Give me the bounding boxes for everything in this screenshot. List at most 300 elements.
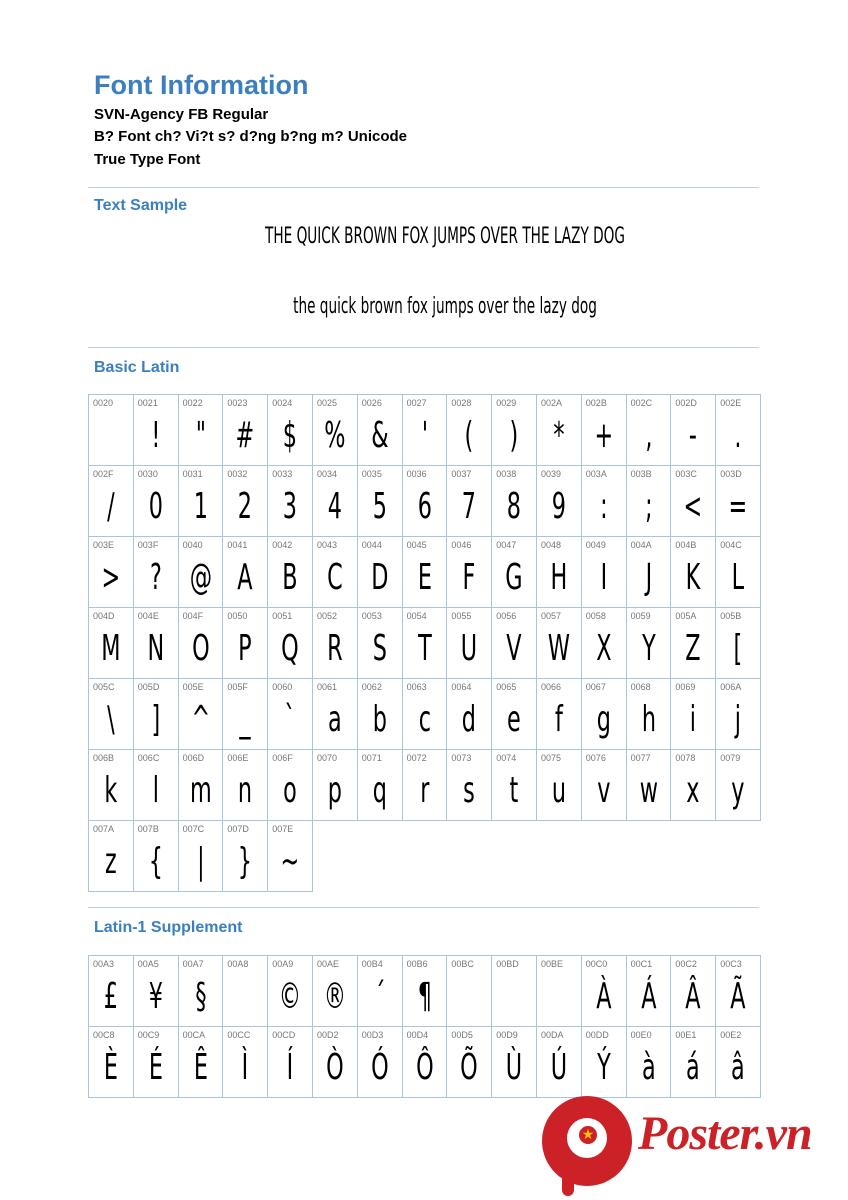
glyph-cell [133,955,179,1027]
codepoint-label: 0061 [317,682,338,692]
codepoint-label: 005D [137,682,160,692]
glyph: _ [239,699,251,740]
glyph: P [238,628,253,669]
glyph-cell [88,394,134,466]
codepoint-label: 0062 [361,682,382,692]
glyph-cell [133,1026,179,1098]
codepoint-label: 0064 [451,682,472,692]
glyph: Ó [370,1047,389,1088]
codepoint-label: 0053 [361,611,382,621]
codepoint-label: 00A7 [182,959,204,969]
codepoint-label: 005A [675,611,697,621]
glyph: . [734,415,742,456]
codepoint-label: 0037 [451,469,472,479]
glyph: M [101,628,121,669]
codepoint-label: 0052 [317,611,338,621]
glyph: B [282,557,298,598]
glyph-cell [357,607,403,679]
glyph-cell [267,678,313,750]
codepoint-label: 00D9 [496,1030,518,1040]
glyph: l [152,770,159,811]
glyph-cell [88,465,134,537]
glyph: Ò [326,1047,344,1088]
glyph: 1 [193,486,208,527]
glyph-cell [133,678,179,750]
glyph: Õ [460,1047,479,1088]
glyph: k [104,770,118,811]
poster-vn-logo [542,1092,842,1197]
codepoint-label: 004C [720,540,742,550]
glyph: E [417,557,432,598]
glyph-cell [715,749,761,821]
glyph-cell [178,1026,224,1098]
glyph: U [461,628,478,669]
glyph: V [506,628,522,669]
glyph-cell [357,465,403,537]
glyph-cell [581,536,627,608]
codepoint-label: 0040 [182,540,203,550]
codepoint-label: 00D3 [361,1030,384,1040]
glyph-cell [88,678,134,750]
codepoint-label: 005F [227,682,248,692]
glyph-cell [581,394,627,466]
glyph: Z [685,628,701,669]
glyph: 3 [282,486,298,527]
codepoint-label: 004B [675,540,697,550]
codepoint-label: 0041 [227,540,248,550]
glyph: q [372,770,387,811]
glyph: ® [323,976,347,1017]
glyph: # [235,415,255,456]
glyph-cell [715,394,761,466]
codepoint-label: 0034 [317,469,338,479]
glyph: Ê [193,1047,208,1088]
codepoint-label: 00D4 [406,1030,429,1040]
glyph: Ù [505,1047,523,1088]
glyph-cell [133,394,179,466]
codepoint-label: 00E0 [630,1030,652,1040]
logo-text: Poster.vn [638,1107,812,1160]
glyph: á [686,1047,701,1088]
glyph: o [283,770,297,811]
star-icon: ★ [581,1127,595,1143]
codepoint-label: 00E2 [720,1030,742,1040]
codepoint-label: 0022 [182,398,203,408]
glyph-cell [357,536,403,608]
divider [88,347,759,348]
glyph: Í [286,1047,294,1088]
glyph-cell [88,820,134,892]
codepoint-label: 007E [272,824,294,834]
codepoint-label: 0025 [317,398,338,408]
glyph: t [509,770,519,811]
glyph-cell [536,749,582,821]
glyph: - [689,415,698,456]
glyph: ` [284,699,296,740]
glyph: £ [103,976,118,1017]
codepoint-label: 0051 [272,611,293,621]
glyph-cell [402,749,448,821]
glyph-cell [670,394,716,466]
glyph-cell [312,678,358,750]
glyph-cell [626,678,672,750]
codepoint-label: 0063 [406,682,427,692]
glyph-cell [357,394,403,466]
codepoint-label: 0056 [496,611,517,621]
codepoint-label: 006F [272,753,293,763]
glyph: ) [509,415,519,456]
glyph-cell [267,820,313,892]
codepoint-label: 00CC [227,1030,251,1040]
codepoint-label: 0038 [496,469,517,479]
codepoint-label: 002F [93,469,114,479]
glyph-cell [670,955,716,1027]
glyph-cell [670,1026,716,1098]
codepoint-label: 002A [541,398,563,408]
glyph-cell [581,1026,627,1098]
codepoint-label: 00DA [541,1030,564,1040]
glyph-cell [312,607,358,679]
glyph-cell [222,678,268,750]
codepoint-label: 007A [93,824,115,834]
glyph: Q [281,628,299,669]
glyph-cell [581,955,627,1027]
codepoint-label: 00A3 [93,959,115,969]
sample-lowercase: the quick brown fox jumps over the lazy dog [293,294,597,319]
glyph: à [641,1047,656,1088]
codepoint-label: 0075 [541,753,562,763]
glyph-cell [670,536,716,608]
glyph-cell [267,607,313,679]
glyph-cell [402,607,448,679]
codepoint-label: 003B [630,469,652,479]
glyph-cell [267,955,313,1027]
glyph-cell [357,678,403,750]
glyph: É [148,1047,163,1088]
glyph-cell [581,678,627,750]
glyph-cell [402,955,448,1027]
codepoint-label: 00A5 [137,959,159,969]
glyph-cell [670,607,716,679]
glyph: d [462,699,477,740]
codepoint-label: 00C1 [630,959,653,969]
glyph-cell [133,820,179,892]
codepoint-label: 0030 [137,469,158,479]
glyph: Ì [241,1047,249,1088]
glyph: ; [644,486,653,527]
glyph-cell [267,749,313,821]
glyph-cell [312,1026,358,1098]
glyph: y [731,770,745,811]
font-type: True Type Font [94,151,201,168]
codepoint-label: 002B [585,398,607,408]
codepoint-label: 0039 [541,469,562,479]
glyph: L [731,557,745,598]
glyph: b [372,699,387,740]
codepoint-label: 00C8 [93,1030,115,1040]
glyph: ~ [280,841,300,882]
glyph-cell [312,465,358,537]
glyph-cell [536,955,582,1027]
glyph: f [554,699,563,740]
glyph: g [596,699,611,740]
glyph-cell [536,678,582,750]
glyph: T [417,628,432,669]
glyph: i [690,699,697,740]
codepoint-label: 00C2 [675,959,697,969]
glyph: ' [421,415,428,456]
glyph-cell [491,465,537,537]
glyph: â [731,1047,745,1088]
codepoint-label: 0036 [406,469,427,479]
codepoint-label: 002D [675,398,697,408]
codepoint-label: 005E [182,682,204,692]
glyph: z [105,841,117,882]
glyph: p [327,770,342,811]
glyph-cell [312,536,358,608]
glyph: Ú [550,1047,568,1088]
glyph: < [683,486,703,527]
font-name: SVN-Agency FB Regular [94,106,269,123]
sample-uppercase: THE QUICK BROWN FOX JUMPS OVER THE LAZY DOG [265,224,625,249]
glyph-cell [581,607,627,679]
glyph: H [550,557,568,598]
glyph: c [418,699,431,740]
font-description: B? Font ch? Vi?t s? d?ng b?ng m? Unicode [94,128,408,145]
codepoint-label: 00D5 [451,1030,473,1040]
divider [88,907,759,908]
codepoint-label: 0047 [496,540,517,550]
glyph: v [597,770,611,811]
codepoint-label: 0065 [496,682,517,692]
codepoint-label: 0031 [182,469,203,479]
glyph-cell [491,955,537,1027]
glyph: * [553,415,565,456]
glyph: 0 [148,486,163,527]
glyph: > [101,557,121,598]
glyph-cell [491,678,537,750]
codepoint-label: 0055 [451,611,472,621]
codepoint-label: 004A [630,540,652,550]
glyph-cell [88,607,134,679]
codepoint-label: 0072 [406,753,427,763]
codepoint-label: 003F [137,540,159,550]
glyph-cell [446,465,492,537]
glyph-cell [357,749,403,821]
codepoint-label: 0044 [361,540,382,550]
glyph: N [147,628,165,669]
codepoint-label: 00C9 [137,1030,160,1040]
codepoint-label: 005C [93,682,115,692]
codepoint-label: 0067 [585,682,606,692]
codepoint-label: 00B6 [406,959,428,969]
codepoint-label: 0048 [541,540,562,550]
glyph: Ô [415,1047,434,1088]
glyph-cell [402,1026,448,1098]
glyph-cell [491,394,537,466]
glyph-cell [446,536,492,608]
codepoint-label: 0033 [272,469,293,479]
glyph: s [463,770,476,811]
glyph: 4 [327,486,342,527]
codepoint-label: 006A [720,682,742,692]
codepoint-label: 0020 [93,398,114,408]
glyph-cell [222,955,268,1027]
codepoint-label: 0059 [630,611,651,621]
glyph-cell [402,465,448,537]
glyph-cell [402,678,448,750]
glyph-cell [715,536,761,608]
glyph: 2 [238,486,253,527]
glyph: 7 [462,486,477,527]
codepoint-label: 0035 [361,469,382,479]
glyph: A [237,557,253,598]
codepoint-label: 0042 [272,540,293,550]
glyph-cell [267,394,313,466]
codepoint-label: 007D [227,824,249,834]
glyph: h [641,699,656,740]
glyph: / [107,486,115,527]
codepoint-label: 00CD [272,1030,296,1040]
glyph: w [639,770,658,811]
glyph: Á [640,976,657,1017]
codepoint-label: 0079 [720,753,741,763]
glyph-cell [222,394,268,466]
glyph-cell [267,465,313,537]
glyph: S [372,628,387,669]
glyph-cell [715,607,761,679]
glyph-cell [357,1026,403,1098]
codepoint-label: 002C [630,398,653,408]
glyph-cell [178,955,224,1027]
basic-latin-heading: Basic Latin [94,359,180,376]
glyph: C [327,557,343,598]
glyph: G [505,557,523,598]
glyph: $ [282,415,298,456]
codepoint-label: 0076 [585,753,606,763]
glyph-cell [222,820,268,892]
glyph-cell [133,536,179,608]
codepoint-label: 003D [720,469,742,479]
codepoint-label: 00A8 [227,959,249,969]
glyph: 9 [551,486,566,527]
glyph: \ [107,699,115,740]
glyph: Ã [730,976,746,1017]
codepoint-label: 007B [137,824,159,834]
glyph-cell [491,749,537,821]
glyph-cell [491,536,537,608]
codepoint-label: 006D [182,753,205,763]
glyph-cell [581,465,627,537]
glyph-cell [222,1026,268,1098]
codepoint-label: 007C [182,824,205,834]
codepoint-label: 0029 [496,398,517,408]
glyph-cell [715,678,761,750]
glyph-cell [267,536,313,608]
glyph: J [645,557,652,598]
codepoint-label: 0043 [317,540,338,550]
glyph-cell [446,607,492,679]
codepoint-label: 0070 [317,753,338,763]
glyph-cell [536,465,582,537]
glyph: : [599,486,608,527]
glyph: 6 [417,486,432,527]
glyph-cell [312,394,358,466]
codepoint-label: 002E [720,398,742,408]
glyph: ? [149,557,162,598]
text-sample-heading: Text Sample [94,197,188,214]
glyph: R [327,628,343,669]
codepoint-label: 005B [720,611,742,621]
codepoint-label: 00C3 [720,959,742,969]
glyph-cell [581,749,627,821]
codepoint-label: 00BD [496,959,519,969]
codepoint-label: 00BC [451,959,474,969]
codepoint-label: 003C [675,469,697,479]
glyph-cell [626,955,672,1027]
glyph-cell [178,465,224,537]
glyph-cell [133,749,179,821]
codepoint-label: 00A9 [272,959,294,969]
glyph: K [685,557,701,598]
glyph: a [328,699,342,740]
glyph-cell [222,749,268,821]
codepoint-label: 004D [93,611,115,621]
glyph-cell [133,607,179,679]
glyph: = [728,486,748,527]
codepoint-label: 0024 [272,398,293,408]
codepoint-label: 00D2 [317,1030,339,1040]
glyph-cell [88,955,134,1027]
codepoint-label: 0060 [272,682,293,692]
codepoint-label: 003A [585,469,607,479]
glyph: + [594,415,614,456]
glyph: " [195,415,206,456]
glyph: Ý [596,1047,611,1088]
glyph: n [238,770,253,811]
glyph-cell [626,394,672,466]
glyph: % [324,415,346,456]
glyph: X [596,628,612,669]
codepoint-label: 0045 [406,540,427,550]
page-title: Font Information [94,70,309,100]
glyph-cell [178,749,224,821]
codepoint-label: 00B4 [361,959,383,969]
codepoint-label: 0069 [675,682,696,692]
glyph-cell [715,465,761,537]
glyph-cell [402,394,448,466]
glyph: j [734,699,742,740]
glyph: u [551,770,566,811]
glyph: Â [685,976,701,1017]
glyph: { [148,841,163,882]
glyph: | [196,841,205,882]
codepoint-label: 0027 [406,398,427,408]
codepoint-label: 0049 [585,540,606,550]
codepoint-label: 00AE [317,959,340,969]
codepoint-label: 0068 [630,682,651,692]
codepoint-label: 0057 [541,611,562,621]
glyph: F [462,557,476,598]
glyph: x [686,770,700,811]
glyph-cell [446,955,492,1027]
glyph: [ [733,628,743,669]
latin1-heading: Latin-1 Supplement [94,919,243,936]
glyph: ( [464,415,474,456]
glyph-cell [133,465,179,537]
glyph-cell [536,536,582,608]
glyph-cell [357,955,403,1027]
